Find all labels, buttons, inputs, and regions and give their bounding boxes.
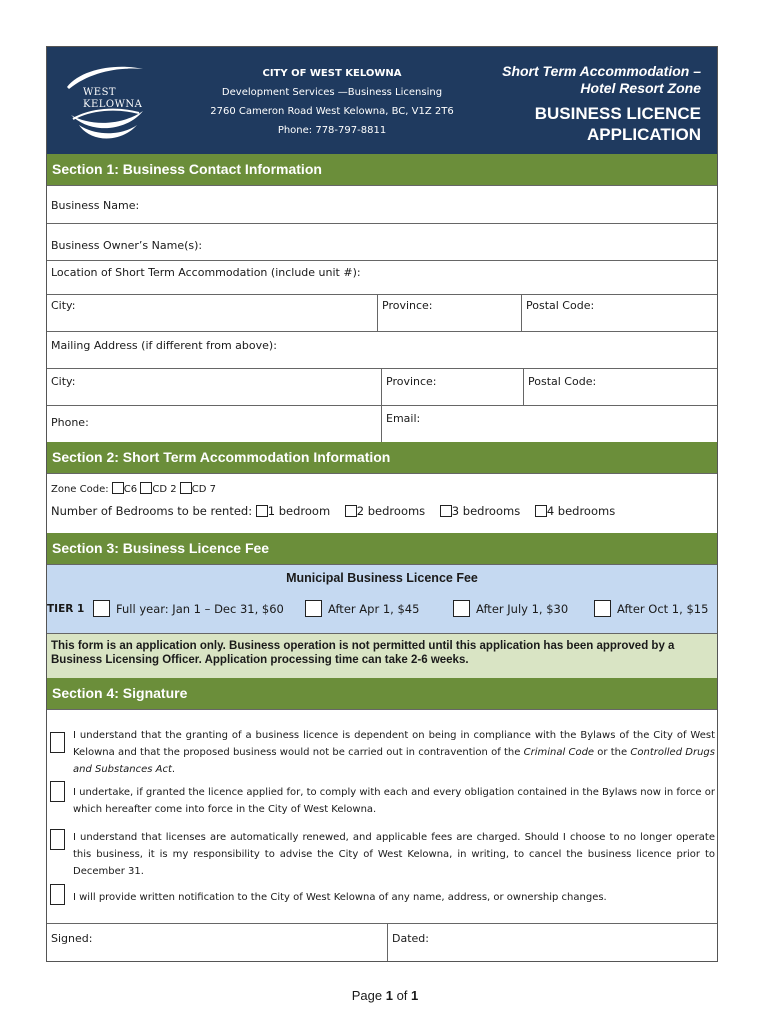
- signed-field[interactable]: [47, 924, 387, 961]
- tier-label: TIER 1: [47, 603, 85, 615]
- mailing-postal-code-field[interactable]: [523, 369, 717, 405]
- location-row[interactable]: [47, 260, 717, 294]
- page-of: of: [392, 988, 412, 1003]
- zone-c6-label: C6: [123, 484, 138, 495]
- title-line-4: APPLICATION: [587, 125, 701, 144]
- location-label: Location of Short Term Accommodation (include unit #):: [51, 266, 361, 279]
- declaration-1-checkbox[interactable]: [50, 732, 65, 753]
- phone-label: Phone:: [51, 416, 89, 429]
- section-1-heading: Section 1: Business Contact Information: [47, 154, 717, 185]
- page-prefix: Page: [351, 988, 386, 1003]
- postal-code-field[interactable]: [521, 295, 717, 331]
- dated-label: Dated:: [392, 932, 429, 945]
- province-field[interactable]: [377, 295, 521, 331]
- form-title: [451, 63, 701, 145]
- declaration-2: I undertake, if granted the licence applied for, to comply with each and every obligation contained in the Bylaws now in force or which hereafter come into force in the City of West Kelowna.: [73, 787, 715, 815]
- zone-cd2-checkbox[interactable]: [140, 482, 152, 494]
- city-label: City:: [51, 299, 76, 312]
- mailing-address-label: Mailing Address (if different from above):: [51, 339, 277, 352]
- section-4-heading: Section 4: Signature: [47, 678, 717, 709]
- bedroom-1-label: 1 bedroom: [267, 504, 331, 518]
- bedrooms-line: [51, 504, 615, 518]
- declaration-3: I understand that licenses are automatically renewed, and applicable fees are charged. Should I choose to no longer operate this business, it is my responsibility to advise the City of West Kelowna, in writing, to cancel the business licence prior to December 31.: [73, 832, 715, 877]
- zone-code-label: Zone Code:: [51, 484, 109, 495]
- after-apr-label: After Apr 1, $45: [328, 602, 420, 616]
- declaration-4-checkbox[interactable]: [50, 884, 65, 905]
- licence-application-form: [46, 46, 718, 962]
- mailing-province-label: Province:: [386, 375, 437, 388]
- org-phone: Phone: 778-797-8811: [277, 125, 387, 136]
- org-name: CITY OF WEST KELOWNA: [262, 68, 402, 79]
- province-label: Province:: [382, 299, 433, 312]
- zone-code-line: [51, 482, 216, 495]
- email-label: Email:: [386, 412, 421, 425]
- bedroom-3-checkbox[interactable]: [440, 505, 452, 517]
- full-year-checkbox[interactable]: [93, 600, 110, 617]
- phone-field[interactable]: [47, 406, 381, 442]
- dated-field[interactable]: [387, 924, 717, 961]
- fee-options-area: [47, 564, 717, 633]
- form-header: [47, 47, 717, 154]
- fee-title: Municipal Business Licence Fee: [286, 571, 478, 585]
- organization-info: [187, 64, 477, 140]
- zone-cd7-checkbox[interactable]: [180, 482, 192, 494]
- department: Development Services —Business Licensing: [221, 87, 443, 98]
- west-kelowna-logo: [61, 57, 151, 145]
- drugs-act-text: Controlled Drugs and Substances Act: [73, 747, 715, 775]
- zone-cd7-label: CD 7: [191, 484, 216, 495]
- logo-text-kelowna: KELOWNA: [83, 99, 143, 110]
- after-oct-checkbox[interactable]: [594, 600, 611, 617]
- bedroom-4-label: 4 bedrooms: [546, 504, 616, 518]
- bedroom-3-label: 3 bedrooms: [451, 504, 521, 518]
- logo-text-west: WEST: [83, 87, 117, 98]
- bedrooms-label: Number of Bedrooms to be rented:: [51, 504, 253, 518]
- bedroom-2-label: 2 bedrooms: [356, 504, 426, 518]
- declarations-area: [47, 709, 717, 923]
- mailing-city-label: City:: [51, 375, 76, 388]
- after-oct-label: After Oct 1, $15: [617, 602, 709, 616]
- accommodation-info-row: [47, 473, 717, 533]
- fee-option-apr[interactable]: [305, 600, 419, 617]
- after-apr-checkbox[interactable]: [305, 600, 322, 617]
- phone-email-row: [47, 405, 717, 442]
- business-name-label: Business Name:: [51, 199, 140, 212]
- bedroom-2-checkbox[interactable]: [345, 505, 357, 517]
- declaration-2-checkbox[interactable]: [50, 781, 65, 802]
- page-number: [0, 988, 770, 1003]
- title-line-1: Short Term Accommodation –: [502, 63, 701, 79]
- mailing-province-field[interactable]: [381, 369, 523, 405]
- fee-option-oct[interactable]: [594, 600, 708, 617]
- bedroom-1-checkbox[interactable]: [256, 505, 268, 517]
- owner-names-label: Business Owner’s Name(s):: [51, 239, 203, 252]
- title-line-2: Hotel Resort Zone: [580, 80, 701, 96]
- section-2-heading: Section 2: Short Term Accommodation Information: [47, 442, 717, 473]
- after-july-label: After July 1, $30: [476, 602, 569, 616]
- page-total: 1: [411, 988, 419, 1003]
- after-july-checkbox[interactable]: [453, 600, 470, 617]
- bedroom-4-checkbox[interactable]: [535, 505, 547, 517]
- full-year-label: Full year: Jan 1 – Dec 31, $60: [116, 602, 284, 616]
- page-current: 1: [385, 988, 393, 1003]
- application-notice: This form is an application only. Business operation is not permitted until this application has been approved by a Business Licensing Officer. Application processing time can take 2-6 weeks.: [47, 633, 717, 678]
- declaration-1-text-b: or the: [594, 747, 631, 758]
- business-name-row[interactable]: [47, 185, 717, 223]
- declaration-1-text-c: .: [171, 764, 176, 775]
- criminal-code-text: Criminal Code: [523, 747, 595, 758]
- signed-label: Signed:: [51, 932, 93, 945]
- mailing-city-field[interactable]: [47, 369, 381, 405]
- mailing-postal-code-label: Postal Code:: [528, 375, 597, 388]
- org-address: 2760 Cameron Road West Kelowna, BC, V1Z 2T6: [210, 106, 454, 117]
- mailing-city-province-row: [47, 368, 717, 405]
- declaration-3-checkbox[interactable]: [50, 829, 65, 850]
- mailing-address-row[interactable]: [47, 331, 717, 368]
- postal-code-label: Postal Code:: [526, 299, 595, 312]
- section-3-heading: Section 3: Business Licence Fee: [47, 533, 717, 564]
- declaration-1: [73, 727, 715, 778]
- title-line-3: BUSINESS LICENCE: [534, 104, 701, 123]
- declaration-4: I will provide written notification to the City of West Kelowna of any name, address, or ownership changes.: [73, 892, 607, 903]
- declaration-1-text-a: I understand that the granting of a business licence is dependent on being in compliance with the Bylaws of the City of West Kelowna and that the proposed business would not be carried out in contravention of the: [73, 730, 715, 758]
- city-field[interactable]: [47, 295, 377, 331]
- fee-option-full-year[interactable]: [93, 600, 284, 617]
- fee-option-july[interactable]: [453, 600, 568, 617]
- logo-text: [83, 87, 142, 111]
- city-province-row: [47, 294, 717, 331]
- zone-cd2-label: CD 2: [152, 484, 177, 495]
- signature-row: [47, 923, 717, 961]
- email-field[interactable]: [381, 406, 717, 442]
- owner-names-row[interactable]: [47, 223, 717, 260]
- zone-c6-checkbox[interactable]: [112, 482, 124, 494]
